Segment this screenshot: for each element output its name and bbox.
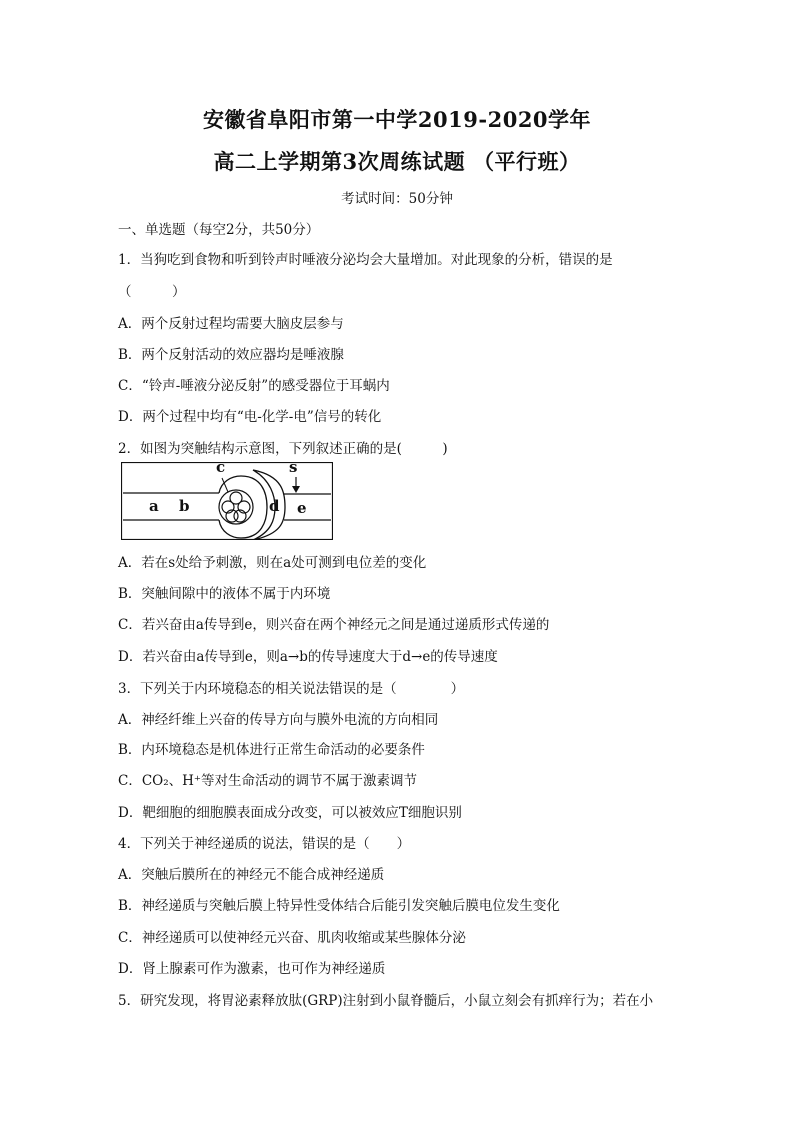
question-4-option-a: A．突触后膜所在的神经元不能合成神经递质 [118,867,385,883]
question-1-stem: 1．当狗吃到食物和听到铃声时唾液分泌均会大量增加。对此现象的分析，错误的是 [118,252,613,268]
question-1-option-c: C．“铃声-唾液分泌反射”的感受器位于耳蜗内 [118,378,390,394]
question-2-option-d: D．若兴奋由a传导到e，则a→b的传导速度大于d→e的传导速度 [118,649,498,665]
section-heading: 一、单选题（每空2分，共50分） [118,222,320,238]
label-b: b [179,497,190,515]
question-1-option-a: A．两个反射过程均需要大脑皮层参与 [118,316,344,332]
question-3-stem: 3．下列关于内环境稳态的相关说法错误的是（ ） [118,681,465,697]
label-s: s [289,458,298,476]
document-title-line2: 高二上学期第3次周练试题 （平行班） [213,149,581,174]
question-4-option-d: D．肾上腺素可作为激素，也可作为神经递质 [118,961,386,977]
exam-time: 考试时间：50分钟 [341,191,453,207]
question-4-option-b: B．神经递质与突触后膜上特异性受体结合后能引发突触后膜电位发生变化 [118,898,560,914]
question-1-option-b: B．两个反射活动的效应器均是唾液腺 [118,347,344,363]
question-4-option-c: C．神经递质可以使神经元兴奋、肌肉收缩或某些腺体分泌 [118,930,466,946]
question-3-option-d: D．靶细胞的细胞膜表面成分改变，可以被效应T细胞识别 [118,805,462,821]
question-2-stem: 2．如图为突触结构示意图，下列叙述正确的是( ) [118,441,448,457]
synapse-diagram [121,458,333,540]
question-3-option-b: B．内环境稳态是机体进行正常生命活动的必要条件 [118,742,425,758]
question-5-stem: 5．研究发现，将胃泌素释放肽(GRP)注射到小鼠脊髓后，小鼠立刻会有抓痒行为；若在小 [118,993,654,1009]
question-4-stem: 4．下列关于神经递质的说法，错误的是（ ） [118,836,411,852]
question-1-stem-cont: （ ） [118,284,186,300]
question-1-option-d: D．两个过程中均有“电-化学-电”信号的转化 [118,409,382,425]
label-c: c [216,458,226,476]
question-2-option-b: B．突触间隙中的液体不属于内环境 [118,586,331,602]
label-d: d [269,497,280,515]
question-2-option-c: C．若兴奋由a传导到e，则兴奋在两个神经元之间是通过递质形式传递的 [118,617,550,633]
document-title-line1: 安徽省阜阳市第一中学2019-2020学年 [202,107,592,132]
question-3-option-c: C．CO₂、H⁺等对生命活动的调节不属于激素调节 [118,773,418,789]
question-2-option-a: A．若在s处给予刺激，则在a处可测到电位差的变化 [118,555,427,571]
label-a: a [149,497,159,515]
question-3-option-a: A．神经纤维上兴奋的传导方向与膜外电流的方向相同 [118,712,439,728]
label-e: e [297,499,307,517]
